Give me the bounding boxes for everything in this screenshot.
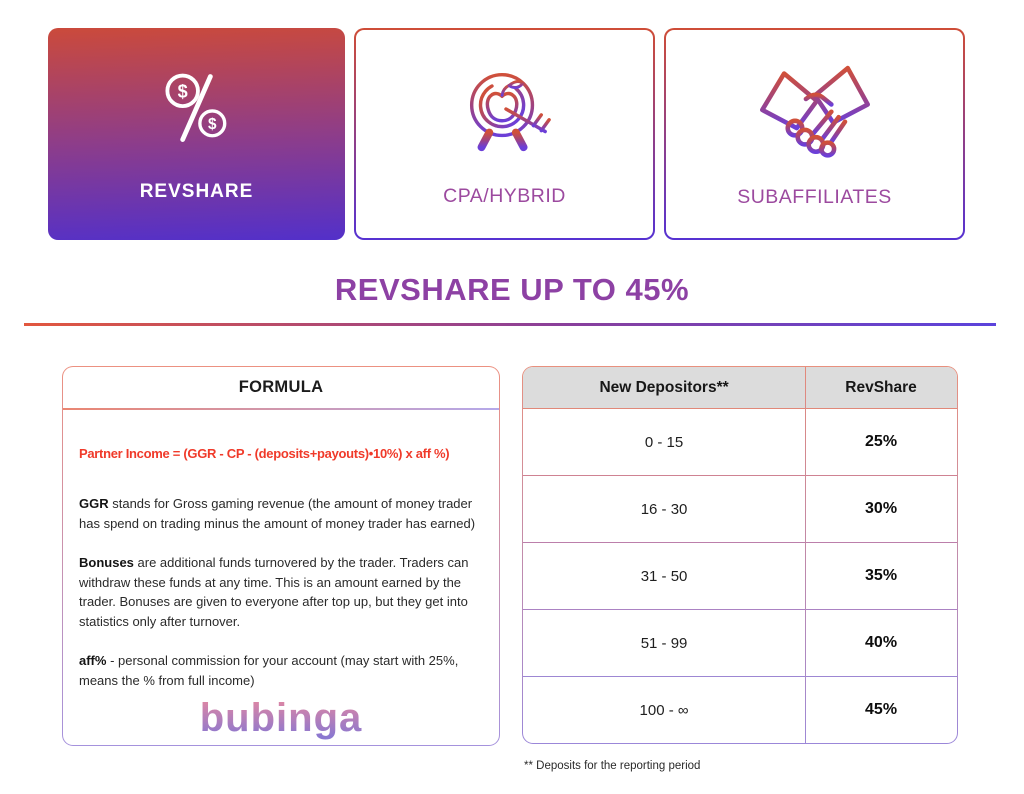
formula-paragraph-aff [79,651,483,690]
target-apple-icon [451,60,559,163]
formula-divider [63,408,499,410]
svg-text:$: $ [177,81,188,102]
percent-dollar-icon [154,66,240,157]
tab-subaffiliates-label: SUBAFFILIATES [737,186,892,208]
handshake-icon [740,59,890,164]
formula-paragraph-bonuses [79,553,483,631]
term-bonuses: Bonuses [79,555,134,570]
table-row [523,609,957,676]
cell-revshare: 30% [865,500,898,517]
table-row [523,475,957,542]
table-header-depositors: New Depositors** [599,378,729,396]
cell-depositors: 31 - 50 [640,567,688,585]
table-header-revshare: RevShare [845,378,917,396]
cell-depositors: 100 - ∞ [639,701,689,719]
cell-revshare: 45% [865,701,898,718]
tab-cpa-hybrid-label: CPA/HYBRID [443,185,566,207]
tab-revshare[interactable] [48,28,345,240]
term-bonuses-text: are additional funds turnovered by the trader. Traders can withdraw these funds at any time. This is an amount earned by the trader. Bonuses are given to everyone after top up, but they get into statistics only after turnover. [79,555,469,629]
cell-depositors: 16 - 30 [640,500,688,518]
term-aff-text: - personal commission for your account (may start with 25%, means the % from full income) [79,653,459,688]
cell-revshare: 35% [865,567,898,584]
cell-revshare: 40% [865,634,898,651]
term-aff: aff% [79,653,107,668]
formula-card [62,366,500,746]
content-row [62,366,1024,746]
cell-depositors: 0 - 15 [644,433,684,451]
footnote: ** Deposits for the reporting period [524,760,701,772]
page-title: REVSHARE UP TO 45% [334,272,690,307]
formula-paragraph-ggr [79,494,483,533]
table-row [523,676,957,743]
plan-tabs [48,28,965,240]
table-column-divider [805,367,806,743]
svg-text:$: $ [207,115,217,133]
cell-revshare: 25% [865,433,898,450]
tab-revshare-label: REVSHARE [139,180,254,202]
formula-title: FORMULA [238,378,324,396]
table-row [523,408,957,475]
table-row [523,542,957,609]
term-ggr: GGR [79,496,109,511]
cell-depositors: 51 - 99 [640,634,688,652]
gradient-divider [24,323,996,326]
tab-cpa-hybrid[interactable] [354,28,655,240]
table-header-row [523,367,957,408]
formula-equation: Partner Income = (GGR - CP - (deposits+payouts)•10%) x aff %) [79,446,450,461]
tab-subaffiliates[interactable] [664,28,965,240]
brand-logo: bubinga [63,696,499,741]
revshare-table [522,366,958,744]
term-ggr-text: stands for Gross gaming revenue (the amount of money trader has spend on trading minus the amount of money trader has earned) [79,496,476,531]
